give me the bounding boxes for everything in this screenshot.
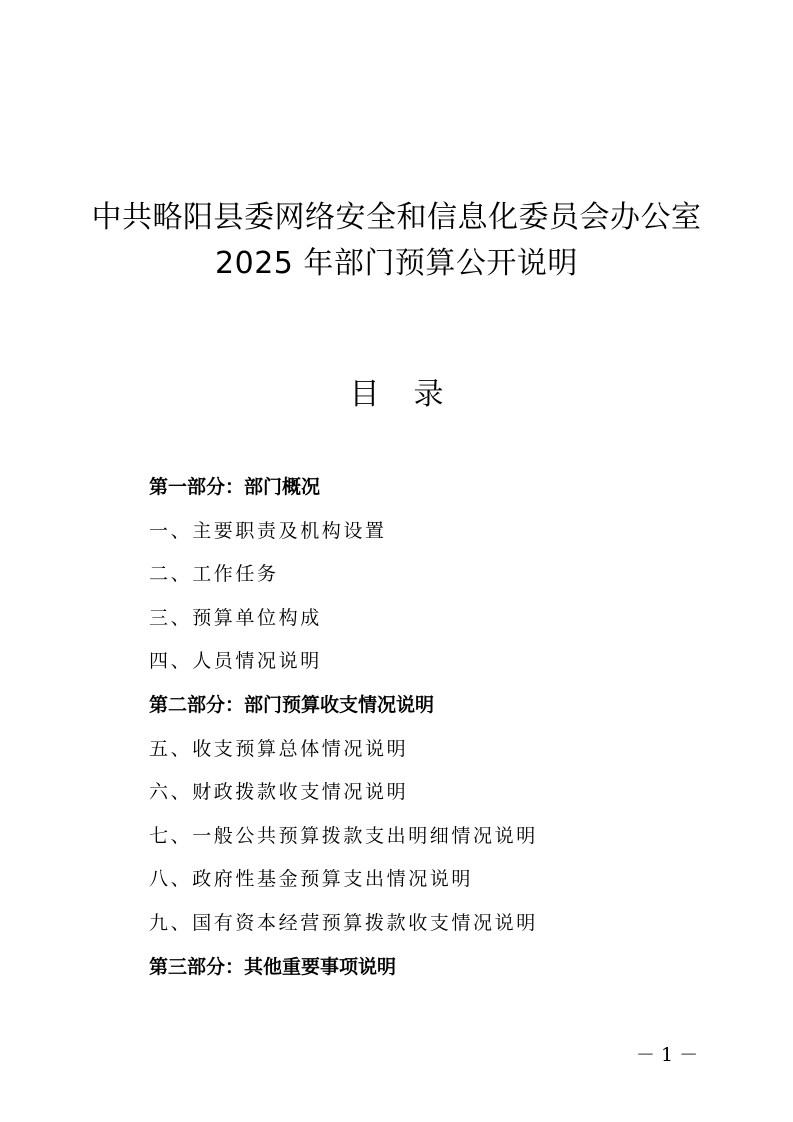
document-title-line-2: 2025 年部门预算公开说明 bbox=[215, 246, 578, 281]
toc-item-2: 二、工作任务 bbox=[149, 563, 279, 586]
toc-part-2: 第二部分：部门预算收支情况说明 bbox=[149, 693, 435, 716]
toc-item-7: 七、一般公共预算拨款支出明细情况说明 bbox=[149, 824, 538, 847]
toc-heading bbox=[0, 375, 793, 415]
toc-heading-char-1: 目 bbox=[349, 377, 380, 412]
document-title-line-1: 中共略阳县委网络安全和信息化委员会办公室 bbox=[91, 200, 702, 235]
toc-item-1: 一、主要职责及机构设置 bbox=[149, 519, 387, 542]
toc-item-8: 八、政府性基金预算支出情况说明 bbox=[149, 868, 474, 891]
table-of-contents bbox=[149, 467, 749, 990]
toc-item-9: 九、国有资本经营预算拨款收支情况说明 bbox=[149, 911, 538, 934]
toc-item-3: 三、预算单位构成 bbox=[149, 606, 322, 629]
toc-part-1: 第一部分：部门概况 bbox=[149, 476, 321, 498]
toc-part-3: 第三部分：其他重要事项说明 bbox=[149, 955, 397, 978]
page-number: － 1 － bbox=[636, 1044, 699, 1066]
toc-item-6: 六、财政拨款收支情况说明 bbox=[149, 781, 409, 804]
toc-item-5: 五、收支预算总体情况说明 bbox=[149, 737, 409, 760]
toc-heading-char-2: 录 bbox=[413, 377, 444, 412]
toc-item-4: 四、人员情况说明 bbox=[149, 650, 322, 673]
